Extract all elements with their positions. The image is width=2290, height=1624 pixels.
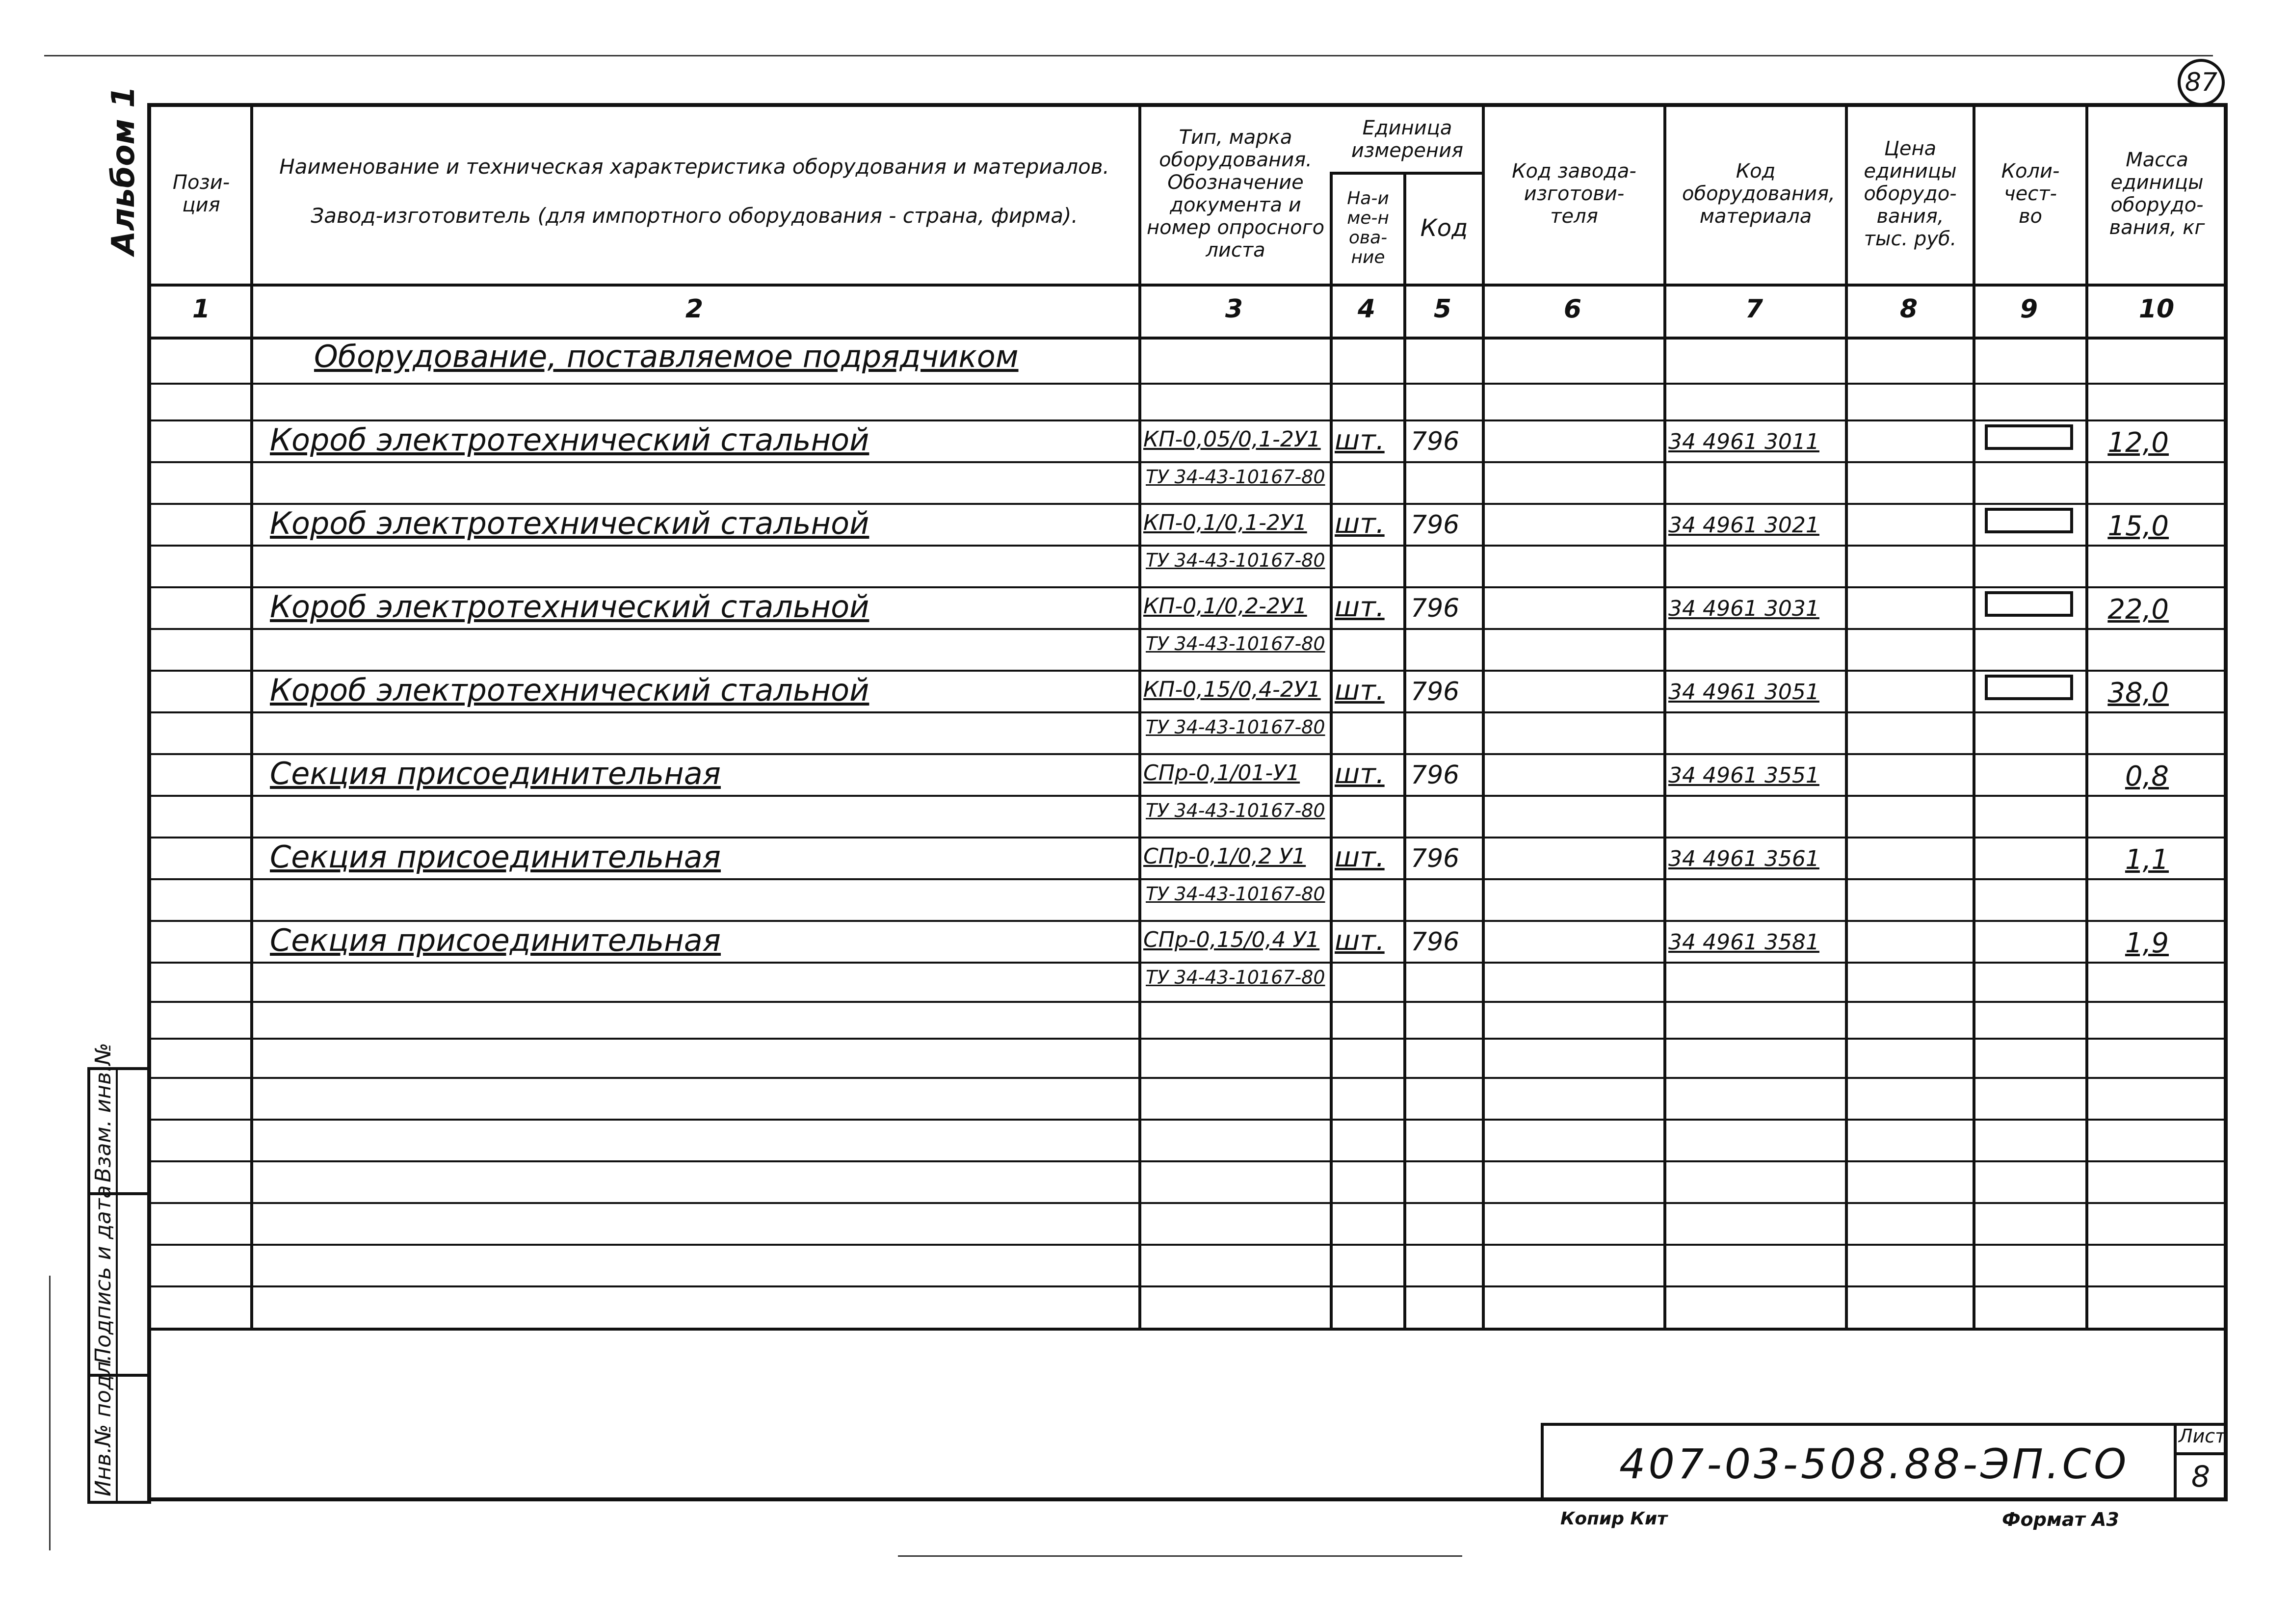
stamp-inv-podl xyxy=(91,1354,116,1496)
title-block-sheet-divider xyxy=(2174,1423,2177,1501)
header-mass-text: Масса единицы оборудо-вания, кг xyxy=(2109,149,2205,239)
stamp-vzam-inv xyxy=(91,1043,116,1182)
item-equip-code: 34 4961 3561 xyxy=(1668,846,1819,871)
item-unit-code: 796 xyxy=(1411,760,1460,790)
item-doc: ТУ 34-43-10167-80 xyxy=(1146,466,1325,488)
item-mass: 15,0 xyxy=(2107,510,2169,542)
header-equip-code xyxy=(1666,108,1845,280)
row-rule-line xyxy=(147,419,2228,421)
sheet-number: 8 xyxy=(2191,1460,2211,1494)
item-name: Короб электротехнический стальной xyxy=(270,422,869,458)
section-title: Оборудование, поставляемое подрядчиком xyxy=(314,339,1019,374)
stamp-vzam-inv-text: Взам. инв.№ xyxy=(91,1043,116,1182)
header-bottom-line xyxy=(147,284,2228,287)
item-doc: ТУ 34-43-10167-80 xyxy=(1146,883,1325,905)
item-type: СПр-0,15/0,4 У1 xyxy=(1143,927,1320,952)
item-doc: ТУ 34-43-10167-80 xyxy=(1146,800,1325,821)
item-unit-code: 796 xyxy=(1411,677,1460,707)
row-subline xyxy=(147,962,2228,964)
item-equip-code: 34 4961 3011 xyxy=(1668,429,1819,454)
sheet-label: Лист xyxy=(2179,1425,2226,1447)
left-margin-line xyxy=(49,1276,51,1550)
footer-copied: Копир Кит xyxy=(1560,1509,1668,1529)
row-subline xyxy=(147,628,2228,630)
row-rule-line xyxy=(147,1285,2228,1287)
header-mfr-code xyxy=(1485,108,1663,280)
item-type: КП-0,15/0,4-2У1 xyxy=(1143,677,1321,702)
item-doc: ТУ 34-43-10167-80 xyxy=(1146,716,1325,738)
header-name-line2: Завод-изготовитель (для импортного оборудования - страна, фирма). xyxy=(311,204,1078,228)
table-bottom-line xyxy=(147,1328,2228,1331)
item-unit-code: 796 xyxy=(1411,510,1460,540)
header-unit-name xyxy=(1333,175,1403,282)
colnum-4: 4 xyxy=(1357,294,1376,324)
item-name: Короб электротехнический стальной xyxy=(270,672,869,708)
row-rule-line xyxy=(147,1077,2228,1079)
row-subline xyxy=(147,795,2228,797)
col-line-5 xyxy=(1482,103,1485,1330)
colnum-5: 5 xyxy=(1433,294,1452,324)
sheet-corner-number: 87 xyxy=(2185,68,2218,97)
colnum-1: 1 xyxy=(192,294,211,324)
row-rule-line xyxy=(147,1202,2228,1204)
item-unit: шт. xyxy=(1335,675,1385,707)
col-line-4 xyxy=(1403,172,1406,1330)
header-qty-text: Коли-чест-во xyxy=(2001,160,2060,228)
colnum-8: 8 xyxy=(1899,294,1918,324)
header-unit-text: Единица измерения xyxy=(1351,117,1464,162)
item-name: Секция присоединительная xyxy=(270,839,721,875)
item-equip-code: 34 4961 3021 xyxy=(1668,513,1819,538)
item-type: КП-0,1/0,2-2У1 xyxy=(1143,594,1307,619)
item-name: Секция присоединительная xyxy=(270,922,721,958)
item-equip-code: 34 4961 3051 xyxy=(1668,680,1819,705)
colnum-10: 10 xyxy=(2138,294,2175,324)
row-rule-line xyxy=(147,1160,2228,1162)
colnum-7: 7 xyxy=(1745,294,1764,324)
item-name: Секция присоединительная xyxy=(270,756,721,791)
item-unit-code: 796 xyxy=(1411,927,1460,957)
item-unit-code: 796 xyxy=(1411,844,1460,873)
header-unit xyxy=(1333,108,1482,171)
stamp-podpis-data-text: Подпись и дата xyxy=(91,1185,116,1364)
item-mass: 38,0 xyxy=(2107,677,2169,709)
row-rule-line xyxy=(147,586,2228,588)
row-rule-line xyxy=(147,1001,2228,1003)
row-subline xyxy=(147,711,2228,713)
row-rule-line xyxy=(147,837,2228,838)
item-type: СПр-0,1/01-У1 xyxy=(1143,760,1300,786)
header-unit-name-text: На-име-нова-ние xyxy=(1347,188,1389,267)
qty-box xyxy=(1985,424,2073,450)
row-subline xyxy=(147,878,2228,880)
item-mass: 1,1 xyxy=(2125,844,2169,876)
header-qty xyxy=(1975,108,2085,280)
colnum-6: 6 xyxy=(1563,294,1582,324)
col-line-7 xyxy=(1845,103,1848,1330)
row-rule-line xyxy=(147,753,2228,755)
item-name: Короб электротехнический стальной xyxy=(270,589,869,625)
item-unit: шт. xyxy=(1335,758,1385,790)
item-equip-code: 34 4961 3551 xyxy=(1668,763,1819,788)
qty-box xyxy=(1985,591,2073,617)
row-rule-line xyxy=(147,1119,2228,1121)
sheet-corner-badge xyxy=(2178,59,2225,106)
item-unit: шт. xyxy=(1335,508,1385,540)
row-rule-line xyxy=(147,383,2228,385)
item-unit: шт. xyxy=(1335,841,1385,873)
header-type xyxy=(1141,108,1330,280)
header-unit-code-text: Код xyxy=(1420,214,1468,242)
footer-format: Формат А3 xyxy=(2002,1509,2119,1530)
header-mfr-code-text: Код завода-изготови-теля xyxy=(1512,160,1636,228)
row-rule-line xyxy=(147,670,2228,672)
header-unit-code xyxy=(1406,175,1482,282)
item-doc: ТУ 34-43-10167-80 xyxy=(1146,550,1325,571)
item-doc: ТУ 34-43-10167-80 xyxy=(1146,967,1325,988)
stamp-podpis-data xyxy=(91,1185,116,1364)
row-rule-line xyxy=(147,1038,2228,1040)
item-mass: 1,9 xyxy=(2125,927,2169,959)
item-doc: ТУ 34-43-10167-80 xyxy=(1146,633,1325,655)
item-unit: шт. xyxy=(1335,591,1385,623)
col-line-3 xyxy=(1330,172,1333,1330)
item-type: КП-0,1/0,1-2У1 xyxy=(1143,510,1307,535)
row-rule-line xyxy=(147,503,2228,505)
header-type-text: Тип, марка оборудования. Обозначение документа и номер опросного листа xyxy=(1146,126,1325,262)
colnum-9: 9 xyxy=(2020,294,2038,324)
title-block-sheet-split xyxy=(2174,1452,2228,1455)
item-mass: 12,0 xyxy=(2107,427,2169,459)
bottom-margin-line xyxy=(898,1555,1462,1557)
header-position-text: Пози-ция xyxy=(172,171,230,216)
row-subline xyxy=(147,545,2228,547)
item-name: Короб электротехнический стальной xyxy=(270,505,869,541)
item-equip-code: 34 4961 3031 xyxy=(1668,596,1819,621)
stamp-inner-vline xyxy=(116,1067,118,1504)
top-margin-line xyxy=(44,55,2213,56)
album-label-text: Альбом 1 xyxy=(105,86,142,255)
header-mass xyxy=(2088,108,2226,280)
row-subline xyxy=(147,461,2228,463)
item-unit: шт. xyxy=(1335,925,1385,957)
item-unit-code: 796 xyxy=(1411,594,1460,623)
item-equip-code: 34 4961 3581 xyxy=(1668,930,1819,955)
item-mass: 0,8 xyxy=(2125,760,2169,792)
item-unit: шт. xyxy=(1335,424,1385,456)
header-position xyxy=(152,108,250,280)
qty-box xyxy=(1985,675,2073,700)
header-price xyxy=(1848,108,1973,280)
header-name xyxy=(255,142,1133,240)
qty-box xyxy=(1985,508,2073,533)
col-line-2 xyxy=(1138,103,1141,1330)
item-type: КП-0,05/0,1-2У1 xyxy=(1143,427,1321,452)
col-line-9 xyxy=(2085,103,2088,1330)
header-price-text: Цена единицы оборудо-вания, тыс. руб. xyxy=(1864,137,1957,250)
colnum-3: 3 xyxy=(1225,294,1243,324)
stamp-inv-podl-text: Инв.№ подл. xyxy=(91,1354,116,1496)
row-rule-line xyxy=(147,920,2228,922)
col-line-1 xyxy=(250,103,253,1330)
header-equip-code-text: Код оборудования, материала xyxy=(1682,160,1835,228)
header-name-line1: Наименование и техническая характеристика оборудования и материалов. xyxy=(279,155,1109,179)
col-line-8 xyxy=(1973,103,1975,1330)
item-type: СПр-0,1/0,2 У1 xyxy=(1143,844,1306,869)
album-label xyxy=(105,86,142,255)
row-rule-line xyxy=(147,1244,2228,1246)
item-unit-code: 796 xyxy=(1411,427,1460,456)
colnum-2: 2 xyxy=(685,294,704,324)
item-mass: 22,0 xyxy=(2107,594,2169,626)
drawing-designation: 407-03-508.88-ЭП.СО xyxy=(1619,1440,2130,1488)
col-line-6 xyxy=(1663,103,1666,1330)
